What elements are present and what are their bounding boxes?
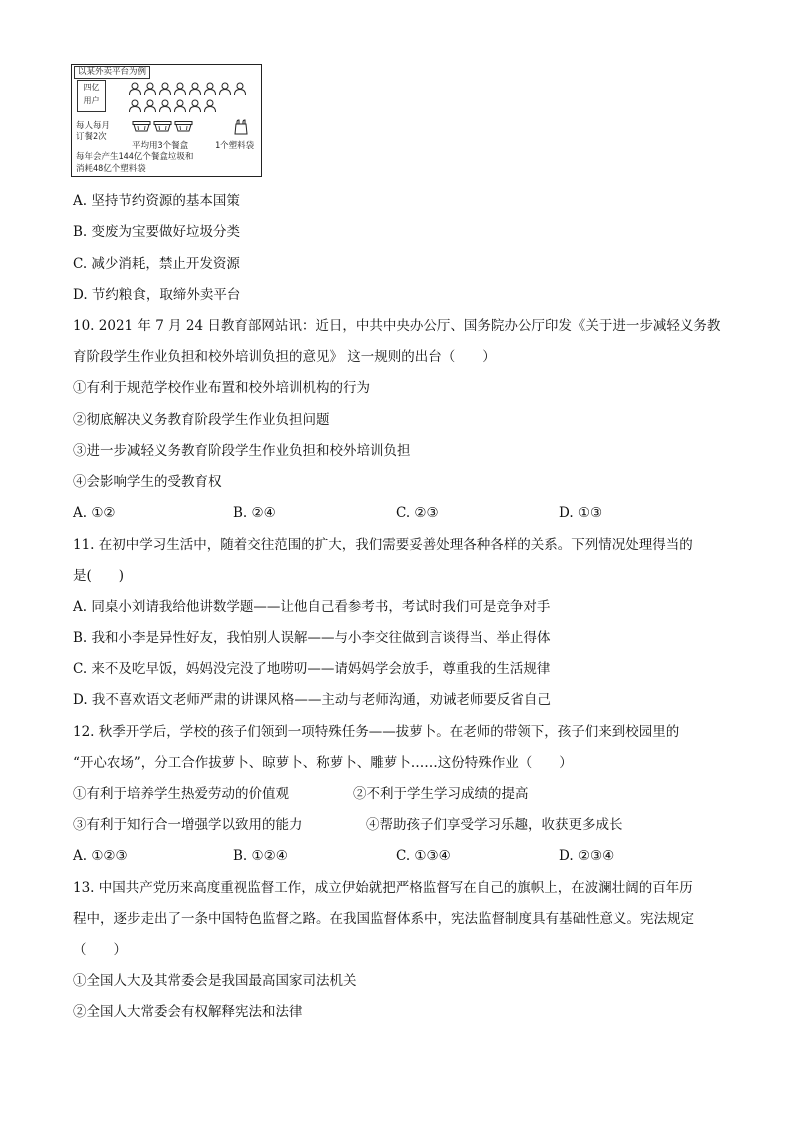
q10-option-b: B. ②④ [233,505,276,521]
q9-option-b: B. 变废为宝要做好垃圾分类 [73,224,241,240]
q10-stem-line-1: 10. 2021 年 7 月 24 日教育部网站讯：近日，中共中央办公厅、国务院办公厅印发《关于进一步减轻义务教 [73,318,721,334]
q10-option-d: D. ①③ [559,505,603,521]
q9-option-d: D. 节约粮食，取缔外卖平台 [73,287,241,303]
q12-option-a: A. ①②③ [73,848,128,864]
person-icon [233,82,247,96]
q9-option-a: A. 坚持节约资源的基本国策 [73,193,240,209]
q11-option-c: C. 来不及吃早饭，妈妈没完没了地唠叨——请妈妈学会放手，尊重我的生活规律 [73,661,551,677]
person-icon [143,82,157,96]
q13-stem-line-1: 13. 中国共产党历来高度重视监督工作，成立伊始就把严格监督写在自己的旗帜上，在波澜壮阔的百年历 [73,880,693,896]
users-label-line-1: 四亿 [83,83,100,92]
bag-label: 1个塑料袋 [215,141,255,151]
q12-option-c: C. ①③④ [396,848,451,864]
figure-summary [76,151,193,175]
q9-option-c: C. 减少消耗，禁止开发资源 [73,256,240,272]
boxes-label: 平均用3个餐盒 [132,141,189,151]
person-icon [128,99,142,113]
q10-item-2: ②彻底解决义务教育阶段学生作业负担问题 [73,412,330,428]
q13-stem-line-2: 程中，逐步走出了一条中国特色监督之路。在我国监督体系中，宪法监督制度具有基础性意义。宪法规定 [73,911,694,927]
summary-line-1: 每年会产生144亿个餐盒垃圾和 [76,152,194,162]
q12-item-3: ③有利于知行合一增强学以致用的能力 [73,817,303,833]
users-label-line-2: 用户 [83,96,100,105]
q11-option-d: D. 我不喜欢语文老师严肃的讲课风格——主动与老师沟通，劝诫老师要反省自己 [73,692,551,708]
q11-stem-line-1: 11. 在初中学习生活中，随着交往范围的扩大，我们需要妥善处理各种各样的关系。下列情况处理得当的 [73,537,693,553]
person-icon-grid [128,82,258,116]
frequency-line-2: 订餐2次 [76,132,107,142]
summary-line-2: 消耗48亿个塑料袋 [76,164,146,174]
q10-options [73,503,633,523]
q13-item-1: ①全国人大及其常委会是我国最高国家司法机关 [73,973,357,989]
q10-item-1: ①有利于规范学校作业布置和校外培训机构的行为 [73,380,370,396]
takeaway-infographic [71,64,262,177]
q12-item-2: ②不利于学生学习成绩的提高 [353,786,529,802]
figure-caption: 以某外卖平台为例 [74,66,150,79]
q11-stem-line-2: 是( ) [73,568,125,584]
q12-item-4: ④帮助孩子们享受学习乐趣，收获更多成长 [366,817,623,833]
q10-item-4: ④会影响学生的受教育权 [73,474,222,490]
person-icon [203,99,217,113]
person-icon [173,82,187,96]
q12-stem-line-2: “开心农场”，分工合作拔萝卜、晾萝卜、称萝卜、雕萝卜……这份特殊作业（ ） [73,755,573,771]
meal-box-icon [132,120,151,132]
q13-stem-line-3: （ ） [73,942,127,958]
person-icon [158,99,172,113]
q12-stem-line-1: 12. 秋季开学后，学校的孩子们领到一项特殊任务——拔萝卜。在老师的带领下，孩子们来到校园里的 [73,724,680,740]
q12-option-d: D. ②③④ [559,848,615,864]
q12-option-b: B. ①②④ [233,848,288,864]
meal-box-icon [153,120,172,132]
q12-item-1: ①有利于培养学生热爱劳动的价值观 [73,786,289,802]
q12-items-row-1 [73,784,633,804]
person-icon [188,82,202,96]
person-icon [173,99,187,113]
q10-stem-line-2: 育阶段学生作业负担和校外培训负担的意见》 这一规则的出台（ ） [73,349,496,365]
q10-option-a: A. ①② [73,505,116,521]
person-icon [158,82,172,96]
q13-item-2: ②全国人大常委会有权解释宪法和法律 [73,1004,303,1020]
users-box [77,80,106,112]
q11-option-a: A. 同桌小刘请我给他讲数学题——让他自己看参考书，考试时我们可是竞争对手 [73,599,551,615]
q11-option-b: B. 我和小李是异性好友，我怕别人误解——与小李交往做到言谈得当、举止得体 [73,630,551,646]
person-icon [128,82,142,96]
plastic-bag-icon [234,119,248,135]
q10-item-3: ③进一步减轻义务教育阶段学生作业负担和校外培训负担 [73,443,411,459]
meal-box-icons [132,120,195,135]
q12-items-row-2 [73,815,633,835]
frequency-line-1: 每人每月 [76,121,111,131]
person-icon [188,99,202,113]
q10-option-c: C. ②③ [396,505,439,521]
q12-options [73,846,633,866]
order-frequency [76,121,110,143]
person-icon [143,99,157,113]
meal-box-icon [174,120,193,132]
person-icon [218,82,232,96]
person-icon [203,82,217,96]
